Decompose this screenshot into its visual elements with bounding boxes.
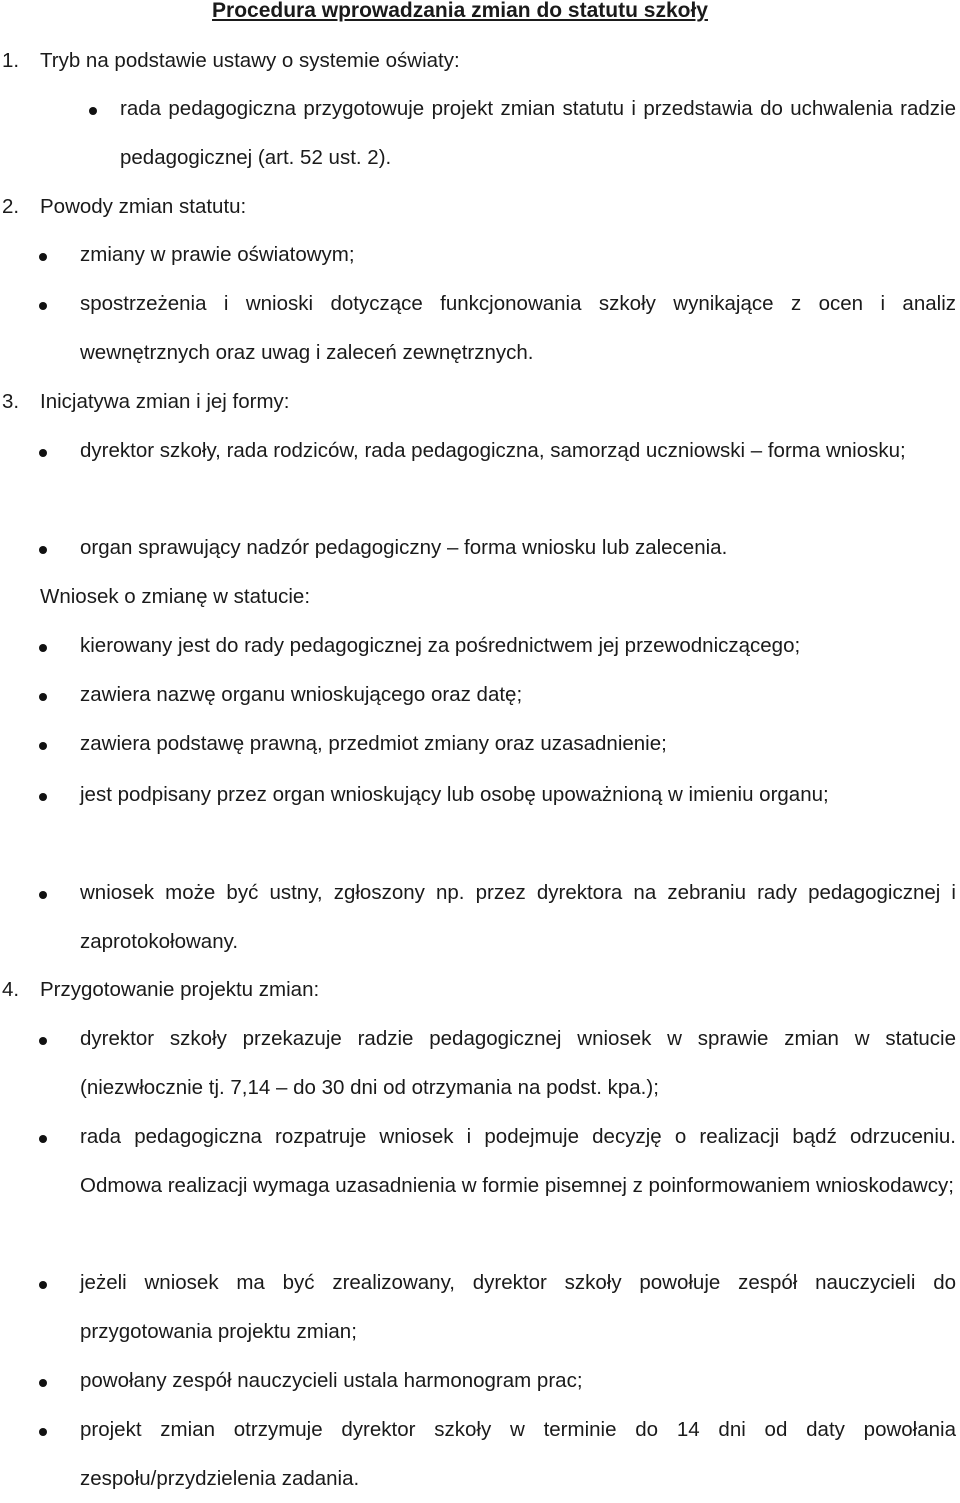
bullet-icon [39,253,47,261]
list-item [80,524,956,573]
bullet-icon [39,1135,47,1143]
bullet-icon [39,693,47,701]
list-item-text: zmiany w prawie oświatowym; [80,243,355,266]
list-item [80,1406,956,1495]
bullet-icon [39,449,47,457]
bullet-icon [39,1379,47,1387]
list-item-text: organ sprawujący nadzór pedagogiczny – forma wniosku lub zalecenia. [80,536,728,559]
document-title: Procedura wprowadzania zmian do statutu szkoły [212,0,708,22]
list-item-text: powołany zespół nauczycieli ustala harmonogram prac; [80,1369,583,1392]
section-label: Przygotowanie projektu zmian: [40,978,320,1001]
list-item-text: dyrektor szkoły przekazuje radzie pedagogicznej wniosek w sprawie zmian w statucie (niezwłocznie tj. 7,14 – do 30 dni od otrzymania na podst. kpa.); [80,1027,956,1099]
list-item-text: jeżeli wniosek ma być zrealizowany, dyrektor szkoły powołuje zespół nauczycieli do przygotowania projektu zmian; [80,1271,956,1343]
list-item-text: projekt zmian otrzymuje dyrektor szkoły w terminie do 14 dni od daty powołania zespołu/przydzielenia zadania. [80,1418,956,1490]
bullet-icon [39,1428,47,1436]
list-item-text: dyrektor szkoły, rada rodziców, rada pedagogiczna, samorząd uczniowski – forma wniosku; [80,439,906,462]
list-item [80,231,956,280]
list-item-text: rada pedagogiczna przygotowuje projekt zmian statutu i przedstawia do uchwalenia radzie pedagogicznej (art. 52 ust. 2). [120,97,956,169]
section-number: 4. [2,978,20,1001]
list-item [80,771,956,868]
section-number: 3. [2,390,20,413]
bullet-icon [39,793,47,801]
bullet-icon [89,107,97,115]
bullet-icon [39,644,47,652]
bullet-icon [39,1037,47,1045]
bullet-icon [39,1281,47,1289]
section-label: Tryb na podstawie ustawy o systemie oświaty: [40,49,460,72]
list-item [120,85,956,182]
section-number: 2. [2,195,20,218]
list-item [80,1113,956,1259]
list-item [80,280,956,377]
bullet-icon [39,302,47,310]
list-item-text: zawiera podstawę prawną, przedmiot zmiany oraz uzasadnienie; [80,732,667,755]
list-item-text: zawiera nazwę organu wnioskującego oraz datę; [80,683,523,706]
list-item [80,720,956,769]
section-label: Inicjatywa zmian i jej formy: [40,390,290,413]
list-item [80,869,956,966]
section-label: Wniosek o zmianę w statucie: [40,585,311,608]
list-item [80,622,956,671]
list-item [80,1015,956,1112]
list-item-text: spostrzeżenia i wnioski dotyczące funkcjonowania szkoły wynikające z ocen i analiz wewnętrznych oraz uwag i zaleceń zewnętrznych. [80,292,956,364]
bullet-icon [39,546,47,554]
bullet-icon [39,891,47,899]
list-item-text: rada pedagogiczna rozpatruje wniosek i podejmuje decyzję o realizacji bądź odrzuceniu. Odmowa realizacji wymaga uzasadnienia w formie pisemnej z poinformowaniem wnioskodawcy; [80,1125,956,1197]
bullet-icon [39,742,47,750]
list-item-text: wniosek może być ustny, zgłoszony np. przez dyrektora na zebraniu rady pedagogicznej i zaprotokołowany. [80,881,956,953]
list-item-text: jest podpisany przez organ wnioskujący lub osobę upoważnioną w imieniu organu; [80,783,829,806]
list-item [80,1357,956,1406]
section-label: Powody zmian statutu: [40,195,247,218]
list-item-text: kierowany jest do rady pedagogicznej za pośrednictwem jej przewodniczącego; [80,634,801,657]
list-item [80,1259,956,1356]
section-number: 1. [2,49,20,72]
list-item [80,427,956,524]
list-item [80,671,956,720]
